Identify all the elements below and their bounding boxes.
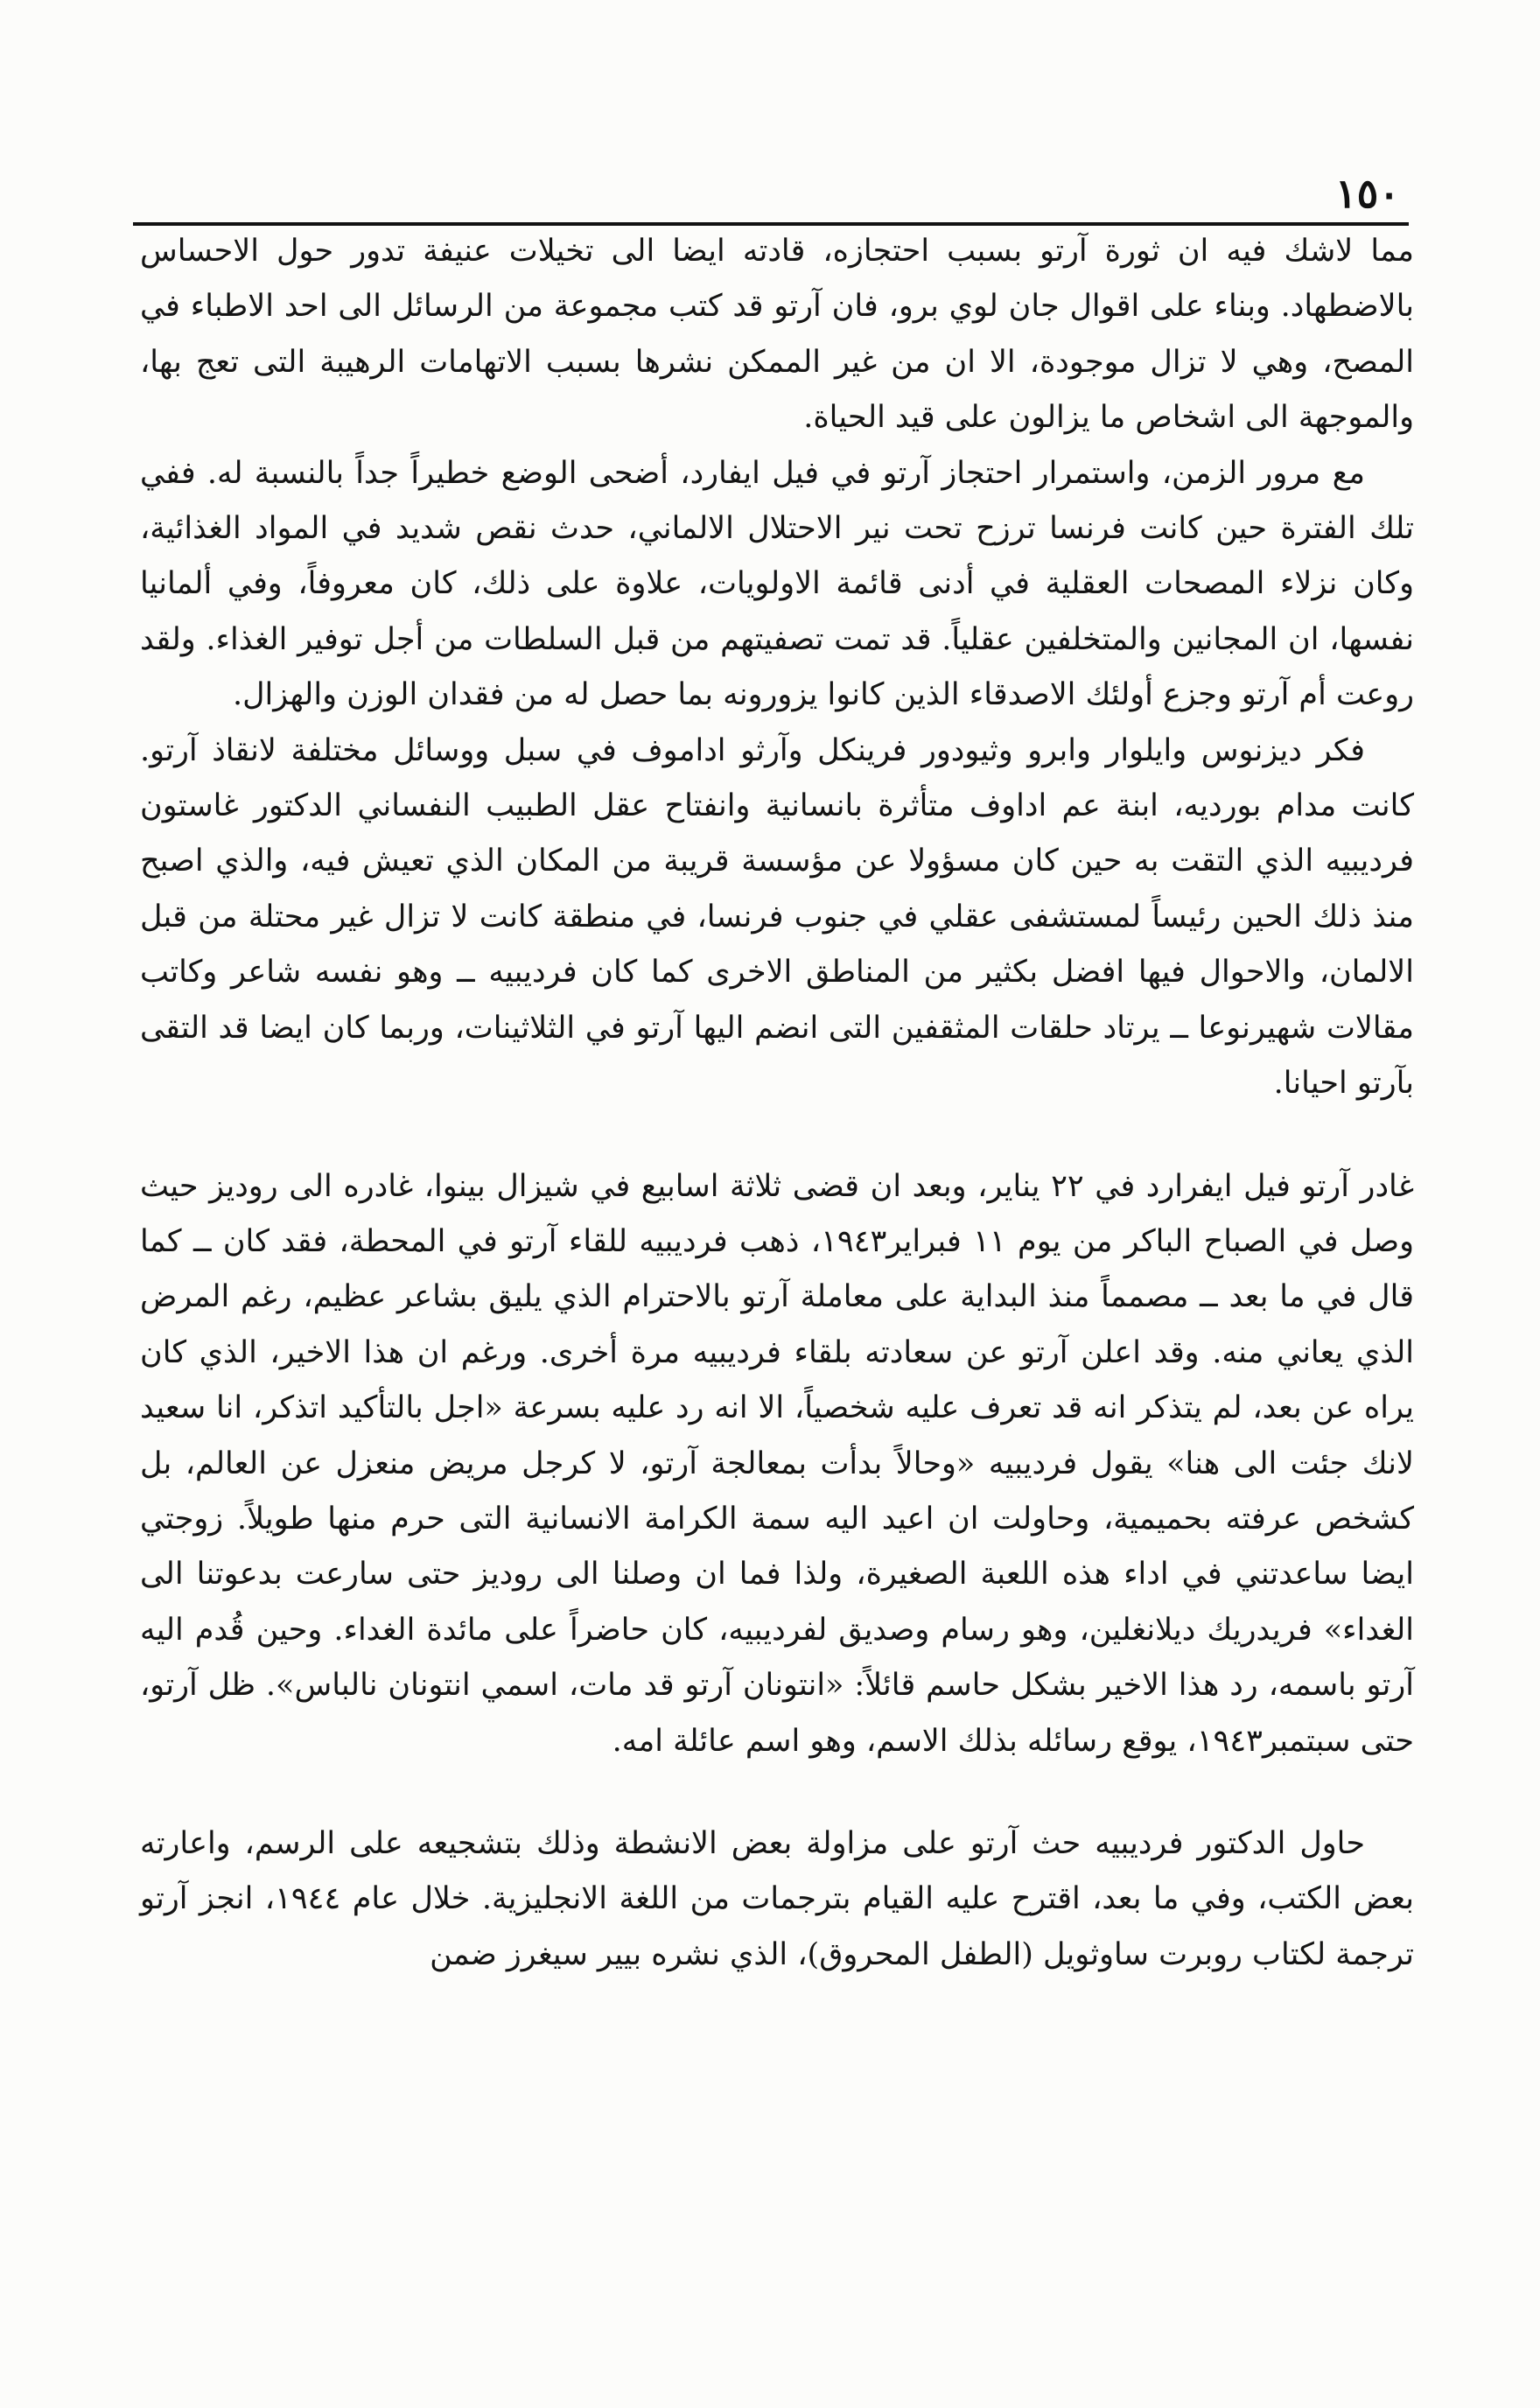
paragraph-5: حاول الدكتور فرديبيه حث آرتو على مزاولة بعض الانشطة وذلك بتشجيعه على الرسم، واعارته بعض الكتب، وفي ما بعد، اقترح عليه القيام بترجمات من اللغة الانجليزية. خلال عام ١٩٤٤، انجز آرتو ترجمة لكتاب روبرت ساوثويل (الطفل المحروق)، الذي نشره بيير سيغرز ضمن xyxy=(140,1825,1415,1972)
page-number: ١٥٠ xyxy=(1334,170,1400,217)
paragraph-4: غادر آرتو فيل ايفرارد في ٢٢ يناير، وبعد ان قضى ثلاثة اسابيع في شيزال بينوا، غادره الى روديز حيث وصل في الصباح الباكر من يوم ١١ فبراير١٩٤٣، ذهب فرديبيه للقاء آرتو في المحطة، فقد كان ــ كما قال في ما بعد ــ مصمماً منذ البداية على معاملة آرتو بالاحترام الذي يليق بشاعر عظيم، رغم المرض الذي يعاني منه. وقد اعلن آرتو عن سعادته بلقاء فرديبيه مرة أخرى. ورغم ان هذا الاخير، الذي كان يراه عن بعد، لم يتذكر انه قد تعرف عليه شخصياً، الا انه رد عليه بسرعة «اجل بالتأكيد اتذكر، انا سعيد لانك جئت الى هنا» يقول فرديبيه «وحالاً بدأت بمعالجة آرتو، لا كرجل مريض منعزل عن العالم، بل كشخص عرفته بحميمية، وحاولت ان اعيد اليه سمة الكرامة الانسانية التى حرم منها طويلاً. زوجتي ايضا ساعدتني في اداء هذه اللعبة الصغيرة، ولذا فما ان وصلنا الى روديز حتى سارعت بدعوتنا الى الغداء» فريدريك ديلانغلين، وهو رسام وصديق لفرديبيه، كان حاضراً على مائدة الغداء. وحين قُدم اليه آرتو باسمه، رد هذا الاخير بشكل حاسم قائلاً: «انتونان آرتو قد مات، اسمي انتونان نالباس». ظل آرتو، حتى سبتمبر١٩٤٣، يوقع رسائله بذلك الاسم، وهو اسم عائلة امه. xyxy=(140,1168,1415,1759)
paragraph-2: مع مرور الزمن، واستمرار احتجاز آرتو في فيل ايفارد، أضحى الوضع خطيراً جداً بالنسبة له. ففي تلك الفترة حين كانت فرنسا ترزح تحت نير الاحتلال الالماني، حدث نقص شديد في المواد الغذائية، وكان نزلاء المصحات العقلية في أدنى قائمة الاولويات، علاوة على ذلك، كان معروفاً، وفي ألمانيا نفسها، ان المجانين والمتخلفين عقلياً. قد تمت تصفيتهم من قبل السلطات من أجل توفير الغذاء. ولقد روعت أم آرتو وجزع أولئك الاصدقاء الذين كانوا يزورونه بما حصل له من فقدان الوزن والهزال. xyxy=(140,455,1414,713)
paragraph-3: فكر ديزنوس وايلوار وابرو وثيودور فرينكل وآرثو اداموف في سبل ووسائل مختلفة لانقاذ آرتو. كانت مدام بورديه، ابنة عم اداوف متأثرة بانسانية وانفتاح عقل الطبيب النفساني الدكتور غاستون فرديبيه الذي التقت به حين كان مسؤولا عن مؤسسة قريبة من المكان الذي تعيش فيه، والذي اصبح منذ ذلك الحين رئيساً لمستشفى عقلي في جنوب فرنسا، في منطقة كانت لا تزال غير محتلة من قبل الالمان، والاحوال فيها افضل بكثير من المناطق الاخرى كما كان فرديبيه ــ وهو نفسه شاعر وكاتب مقالات شهيرنوعا ــ يرتاد حلقات المثقفين التى انضم اليها آرتو في الثلاثينات، وربما كان ايضا قد التقى بآرتو احيانا. xyxy=(140,732,1414,1102)
body-text xyxy=(140,224,1414,1983)
paragraph-1: مما لاشك فيه ان ثورة آرتو بسبب احتجازه، قادته ايضا الى تخيلات عنيفة تدور حول الاحساس بالاضطهاد. وبناء على اقوال جان لوي برو، فان آرتو قد كتب مجموعة من الرسائل الى احد الاطباء في المصح، وهي لا تزال موجودة، الا ان من غير الممكن نشرها بسبب الاتهامات الرهيبة التى تعج بها، والموجهة الى اشخاص ما يزالون على قيد الحياة. xyxy=(140,234,1414,436)
